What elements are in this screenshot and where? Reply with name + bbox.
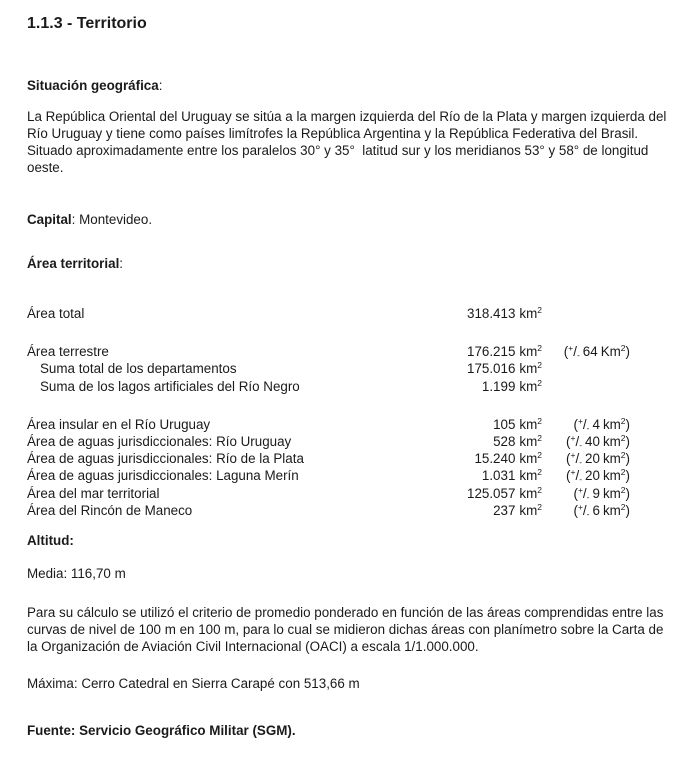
area-row-value [417,467,542,484]
area-value-number: 318.413 [467,306,516,321]
altitud-media-line: Media: 116,70 m [27,566,126,582]
area-value-number: 125.057 [467,485,516,501]
area-row-label: Área de aguas jurisdiccionales: Laguna Merín [27,468,299,484]
tolerance-paren-close: ) [625,416,630,432]
tolerance-unit: km [602,502,621,518]
section-heading-text: Situación geográfica [27,78,159,93]
area-value-exponent: 2 [537,360,542,371]
tolerance-exponent: 2 [620,450,626,461]
row-right-spacer [630,485,670,502]
area-value-number: 237 [493,502,516,518]
tolerance-paren-open: ( [566,451,571,467]
area-table-row [27,416,670,433]
area-row-label: Suma de los lagos artificiales del Río Negro [40,378,300,394]
area-row-label: Área del Rincón de Maneco [27,502,193,518]
area-row-label: Área total [27,306,85,321]
tolerance-minus-sign: - [586,491,590,502]
area-row-value [417,450,542,467]
area-row-tolerance [542,502,630,519]
row-right-spacer [630,433,670,450]
tolerance-unit: Km [600,344,621,360]
area-value-unit: km [519,378,538,394]
area-value-exponent: 2 [537,377,542,388]
area-row-tolerance [542,360,630,377]
row-right-spacer [630,467,670,484]
section-heading-altitud: Altitud: [27,533,74,549]
area-value-number: 176.215 [467,344,516,360]
situacion-paragraph-1: La República Oriental del Uruguay se sitúa a la margen izquierda del Río de la Plata y margen izquierda del Río Uruguay y tiene como países limítrofes la República Argentina y la República Federativa del Brasil. [27,109,671,141]
tolerance-plus-sign: + [568,343,574,354]
tolerance-paren-open: ( [573,416,578,432]
tolerance-minus-sign: - [586,422,590,433]
tolerance-paren-close: ) [625,468,630,484]
area-row-tolerance [542,378,630,395]
tolerance-unit: km [602,468,621,484]
area-value-exponent: 2 [537,433,542,444]
tolerance-unit: km [602,416,621,432]
tolerance-slash: / [582,502,587,518]
area-table-row [27,485,670,502]
tolerance-exponent: 2 [620,343,626,354]
area-value-exponent: 2 [537,305,542,315]
tolerance-unit: km [602,434,621,450]
area-value-unit: km [519,451,538,467]
tolerance-minus-sign: - [576,350,580,361]
area-row-tolerance [542,433,630,450]
tolerance-number: 20 [585,451,600,467]
area-row-tolerance [542,416,630,433]
area-table-row [27,467,670,484]
row-right-spacer [630,450,670,467]
area-value-number: 15.240 [474,451,516,467]
area-row-value [417,433,542,450]
row-right-spacer [630,343,670,360]
row-right-spacer [630,502,670,519]
section-heading-situacion-geografica [27,77,670,94]
area-row-label: Área insular en el Río Uruguay [27,416,211,432]
tolerance-number: 9 [592,485,600,501]
area-value-unit: km [519,416,538,432]
tolerance-plus-sign: + [570,450,576,461]
section-heading-text: Área territorial [27,256,120,271]
tolerance-number: 40 [585,434,600,450]
row-right-spacer [630,360,670,377]
row-right-spacer [630,378,670,395]
row-right-spacer [630,416,670,433]
tolerance-paren-open: ( [573,502,578,518]
row-right-spacer [630,305,670,322]
area-value-exponent: 2 [537,415,542,426]
tolerance-minus-sign: - [579,440,583,451]
altitud-metodo-paragraph: Para su cálculo se utilizó el criterio de promedio ponderado en función de las áreas comprendidas entre las curvas de nivel de 100 m en 100 m, para lo cual se midieron dichas áreas con planímetro sobre la Carta de la Organización de Aviación Civil Internacional (OACI) a escala 1/1.000.000. [27,605,668,655]
situacion-paragraph-block [27,108,670,176]
area-value-unit: km [519,344,538,360]
area-row-value [417,485,542,502]
tolerance-minus-sign: - [586,508,590,519]
area-row-tolerance [542,467,630,484]
area-value-number: 175.016 [467,361,516,377]
tolerance-slash: / [575,468,580,484]
area-row-value [417,378,542,395]
area-table-row [27,433,670,450]
tolerance-number: 6 [592,502,600,518]
tolerance-paren-open: ( [566,468,571,484]
section-heading-area-territorial [27,255,670,272]
area-value-unit: km [519,502,538,518]
tolerance-paren-close: ) [625,451,630,467]
tolerance-paren-close: ) [625,434,630,450]
capital-label: Capital [27,212,72,227]
tolerance-plus-sign: + [577,415,583,426]
capital-line [27,211,670,228]
tolerance-plus-sign: + [570,433,576,444]
area-value-unit: km [519,361,538,377]
area-row-value [417,305,542,322]
tolerance-slash: / [575,451,580,467]
tolerance-slash: / [575,434,580,450]
tolerance-exponent: 2 [620,484,626,495]
area-value-unit: km [519,468,538,484]
tolerance-paren-open: ( [573,485,578,501]
situacion-paragraph-2: Situado aproximadamente entre los paralelos 30° y 35° latitud sur y los meridianos 53° y 58° de longitud oeste. [27,143,653,175]
tolerance-number: 64 [582,344,598,360]
tolerance-number: 20 [585,468,600,484]
area-value-unit: km [519,485,538,501]
area-row-tolerance [542,305,630,322]
area-table-row [27,305,670,322]
heading-colon: : [158,78,163,93]
tolerance-minus-sign: - [579,474,583,485]
tolerance-paren-close: ) [625,344,630,360]
tolerance-exponent: 2 [620,501,626,512]
tolerance-paren-close: ) [625,502,630,518]
tolerance-slash: / [582,416,587,432]
area-row-tolerance [542,450,630,467]
area-row-value [417,416,542,433]
area-row-value [417,360,542,377]
area-value-number: 1.199 [481,378,516,394]
area-value-unit: km [519,434,538,450]
altitud-maxima-line: Máxima: Cerro Catedral en Sierra Carapé con 513,66 m [27,676,360,692]
area-table-row [27,450,670,467]
tolerance-exponent: 2 [620,467,626,478]
area-row-label: Suma total de los departamentos [40,361,237,377]
heading-colon: : [119,256,124,271]
area-value-number: 528 [493,434,516,450]
area-table-row [27,502,670,519]
tolerance-unit: km [602,451,621,467]
fuente-line: Fuente: Servicio Geográfico Militar (SGM). [27,723,296,739]
area-row-label: Área del mar territorial [27,485,160,501]
area-value-exponent: 2 [537,484,542,495]
tolerance-plus-sign: + [570,467,576,478]
area-row-label: Área terrestre [27,344,109,360]
area-row-label: Área de aguas jurisdiccionales: Río de la Plata [27,451,304,467]
capital-value: : Montevideo. [71,212,153,227]
area-row-value [417,502,542,519]
area-row-tolerance [542,343,630,360]
area-row-value [417,343,542,360]
area-row-label: Área de aguas jurisdiccionales: Río Uruguay [27,434,292,450]
tolerance-minus-sign: - [579,457,583,468]
area-value-number: 105 [493,416,516,432]
tolerance-exponent: 2 [620,433,626,444]
tolerance-plus-sign: + [577,501,583,512]
tolerance-slash: / [573,344,577,360]
area-value-exponent: 2 [537,501,542,512]
area-row-tolerance [542,485,630,502]
tolerance-paren-open: ( [563,344,569,360]
area-value-exponent: 2 [537,450,542,461]
tolerance-unit: km [602,485,621,501]
area-value-exponent: 2 [537,343,542,354]
page-title: 1.1.3 - Territorio [27,15,147,32]
tolerance-paren-open: ( [566,434,571,450]
area-value-unit: km [519,306,538,321]
area-table-row [27,360,670,377]
area-table [27,305,670,519]
area-table-row [27,343,670,360]
tolerance-number: 4 [592,416,600,432]
tolerance-paren-close: ) [625,485,630,501]
area-value-number: 1.031 [481,468,516,484]
tolerance-plus-sign: + [577,484,583,495]
area-value-exponent: 2 [537,467,542,478]
tolerance-slash: / [582,485,587,501]
tolerance-exponent: 2 [620,415,626,426]
area-table-row [27,378,670,395]
